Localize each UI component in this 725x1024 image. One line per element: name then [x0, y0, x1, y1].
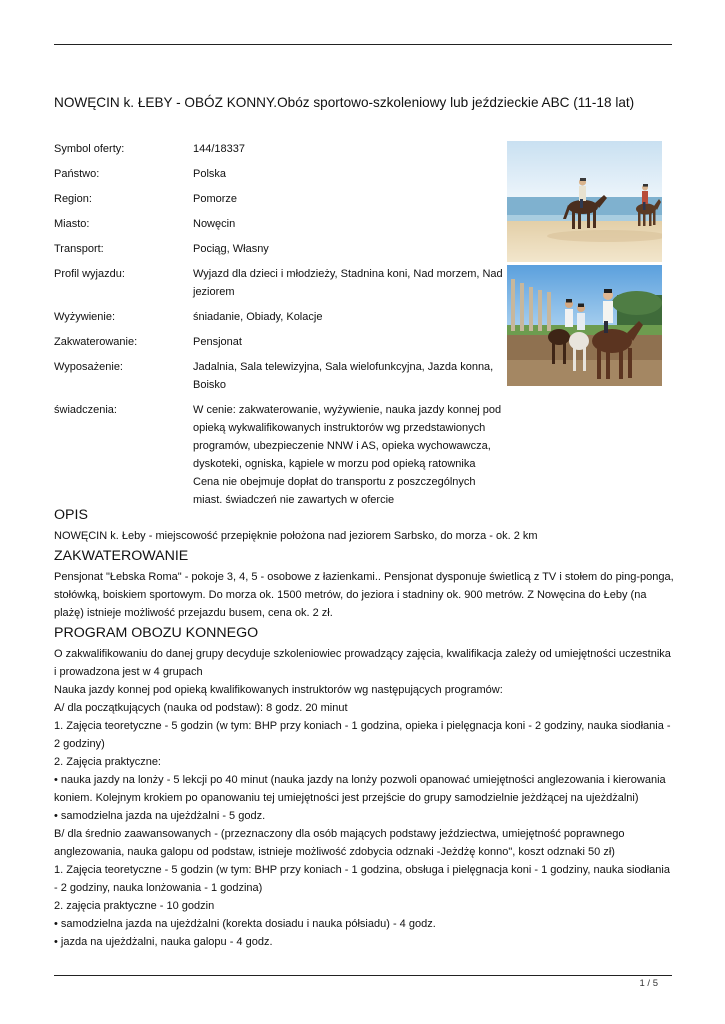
- detail-row-equipment: [54, 358, 504, 394]
- detail-value: Polska: [193, 168, 227, 180]
- detail-label: Region:: [54, 193, 92, 205]
- program-line: • jazda na ujeżdżalni, nauka galopu - 4 godz.: [54, 936, 273, 948]
- program-line: • nauka jazdy na lonży - 5 lekcji po 40 minut (nauka jazdy na lonży pozwoli opanować umiejętności anglezowania i kierowania koniem. Kolejnym krokiem po opanowaniu tej umiejętności jest przejście do grupy samodzielnie jeżdżącej na ujeżdżalni): [54, 774, 666, 804]
- detail-value: śniadanie, Obiady, Kolacje: [193, 311, 323, 323]
- detail-value: Pensjonat: [193, 336, 242, 348]
- opis-heading: OPIS: [54, 507, 88, 523]
- program-line: 2. Zajęcia praktyczne:: [54, 756, 161, 768]
- detail-value: Pomorze: [193, 193, 238, 205]
- program-line: 1. Zajęcia teoretyczne - 5 godzin (w tym: BHP przy koniach - 1 godzina, obsługa i pielęgnacja koni - 1 godziny, nauka siodłania - 2 godziny, nauka lonżowania - 1 godzina): [54, 864, 670, 894]
- detail-value: 144/18337: [193, 143, 245, 155]
- detail-label: Profil wyjazdu:: [54, 268, 125, 280]
- program-line: B/ dla średnio zaawansowanych - (przeznaczony dla osób mających podstawy jeździectwa, umiejętność poprawnego anglezowania, nauka galopu od podstaw, istnieje możliwość zdobycia odznaki -Jeżdżę konno", koszt odznaki 50 zł): [54, 828, 625, 858]
- program-line: O zakwalifikowaniu do danej grupy decyduje szkoleniowiec prowadzący zajęcia, kwalifikacja zależy od umiejętności uczestnika i prowadzona jest w 4 grupach: [54, 648, 671, 678]
- detail-value: Jadalnia, Sala telewizyjna, Sala wielofunkcyjna, Jazda konna, Boisko: [193, 361, 494, 391]
- detail-value: Nowęcin: [193, 218, 236, 230]
- riding-group-photo: [507, 265, 662, 386]
- detail-row-symbol: [54, 140, 504, 158]
- detail-value: W cenie: zakwaterowanie, wyżywienie, nauka jazdy konnej pod opieką wykwalifikowanych instruktorów wg przedstawionych programów, ubezpieczenie NNW i AS, opieka wychowawcza, dyskoteki, ogniska, kąpiele w morzu pod opieką ratownika Cena nie obejmuje dopłat do transportu z poszczególnych miast. świadczeń nie zawartych w ofercie: [193, 404, 502, 506]
- detail-row-accommodation: [54, 333, 504, 351]
- top-rule: [54, 44, 672, 45]
- detail-label: Zakwaterowanie:: [54, 336, 138, 348]
- offer-details: [54, 140, 504, 516]
- detail-label: Wyposażenie:: [54, 361, 123, 373]
- beach-riders-photo: [507, 141, 662, 262]
- program-line: Nauka jazdy konnej pod opieką kwalifikowanych instruktorów wg następujących programów:: [54, 684, 503, 696]
- detail-label: Symbol oferty:: [54, 143, 125, 155]
- detail-label: Miasto:: [54, 218, 90, 230]
- zakwaterowanie-text: Pensjonat "Łebska Roma" - pokoje 3, 4, 5 - osobowe z łazienkami.. Pensjonat dysponuje świetlicą z TV i stołem do ping-ponga, stołówką, boiskiem sportowym. Do morza ok. 1500 metrów, do jeziora i stadniny ok. 900 metrów. Z Nowęcina do Łeby (na plażę) istnieje możliwość przejazdu busem, cena ok. 2 zł.: [54, 571, 674, 619]
- program-line: • samodzielna jazda na ujeżdżalni (korekta dosiadu i nauka półsiadu) - 4 godz.: [54, 918, 436, 930]
- program-line: 2. zajęcia praktyczne - 10 godzin: [54, 900, 215, 912]
- detail-row-region: [54, 190, 504, 208]
- detail-row-transport: [54, 240, 504, 258]
- opis-section: [54, 506, 674, 545]
- opis-text: NOWĘCIN k. Łeby - miejscowość przepięknie położona nad jeziorem Sarbsko, do morza - ok. 2 km: [54, 530, 538, 542]
- detail-row-profile: [54, 265, 504, 301]
- detail-row-services: [54, 401, 504, 509]
- program-line: A/ dla początkujących (nauka od podstaw): 8 godz. 20 minut: [54, 702, 348, 714]
- detail-row-city: [54, 215, 504, 233]
- detail-row-country: [54, 165, 504, 183]
- program-heading: PROGRAM OBOZU KONNEGO: [54, 625, 259, 641]
- detail-label: Państwo:: [54, 168, 100, 180]
- zakwaterowanie-heading: ZAKWATEROWANIE: [54, 548, 189, 564]
- bottom-rule: [54, 975, 672, 976]
- page-title: NOWĘCIN k. ŁEBY - OBÓZ KONNY.Obóz sportowo-szkoleniowy lub jeździeckie ABC (11-18 lat): [54, 95, 635, 110]
- program-section: [54, 624, 674, 951]
- detail-value: Wyjazd dla dzieci i młodzieży, Stadnina koni, Nad morzem, Nad jeziorem: [193, 268, 503, 298]
- program-line: • samodzielna jazda na ujeżdżalni - 5 godz.: [54, 810, 266, 822]
- program-line: 1. Zajęcia teoretyczne - 5 godzin (w tym: BHP przy koniach - 1 godzina, opieka i pielęgnacja koni - 2 godziny, nauka siodłania - 2 godziny): [54, 720, 671, 750]
- detail-label: Transport:: [54, 243, 104, 255]
- detail-value: Pociąg, Własny: [193, 243, 269, 255]
- page-number: 1 / 5: [639, 978, 658, 989]
- zakwaterowanie-section: [54, 547, 674, 622]
- detail-label: Wyżywienie:: [54, 311, 116, 323]
- detail-label: świadczenia:: [54, 404, 117, 416]
- detail-row-meals: [54, 308, 504, 326]
